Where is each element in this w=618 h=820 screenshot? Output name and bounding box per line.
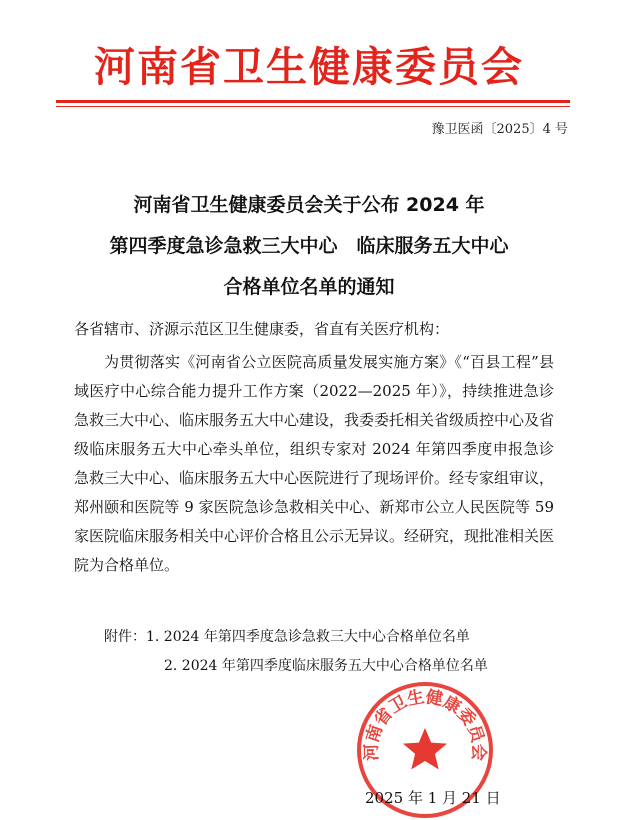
document-title-line-2: 第四季度急诊急救三大中心 临床服务五大中心 bbox=[109, 235, 509, 257]
document-title-line-1: 河南省卫生健康委员会关于公布 2024 年 bbox=[133, 194, 485, 216]
star-icon bbox=[403, 728, 447, 769]
masthead-title: 河南省卫生健康委员会 bbox=[94, 43, 524, 91]
body-paragraph: 为贯彻落实《河南省公立医院高质量发展实施方案》《“百县工程”县域医疗中心综合能力提升工作方案（2022—2025 年）》，持续推进急诊急救三大中心、临床服务五大中心建设，我委委托相关省级质控中心及省级临床服务五大中心牵头单位，组织专家对 2024 年第四季度申报急诊急救三大中心、临床服务五大中心医院进行了现场评价。经专家组审议，郑州颐和医院等 9 家医院急诊急救相关中心、新郑市公立人民医院等 59 家医院临床服务相关中心评价合格且公示无异议。经研究，现批准相关医院为合格单位。 bbox=[74, 353, 555, 574]
masthead-divider-thin bbox=[56, 106, 570, 107]
issue-date: 2025 年 1 月 21 日 bbox=[365, 789, 501, 807]
salutation: 各省辖市、济源示范区卫生健康委，省直有关医疗机构： bbox=[74, 320, 450, 338]
document-title-line-3: 合格单位名单的通知 bbox=[223, 276, 395, 298]
attachment-item-2: 2. 2024 年第四季度临床服务五大中心合格单位名单 bbox=[164, 658, 488, 674]
seal-text: 河南省卫生健康委员会 bbox=[361, 687, 489, 762]
attachment-item-1: 附件：1. 2024 年第四季度急诊急救三大中心合格单位名单 bbox=[104, 629, 470, 645]
masthead-divider-thick bbox=[56, 100, 570, 103]
document-number: 豫卫医函〔2025〕4 号 bbox=[431, 122, 568, 137]
